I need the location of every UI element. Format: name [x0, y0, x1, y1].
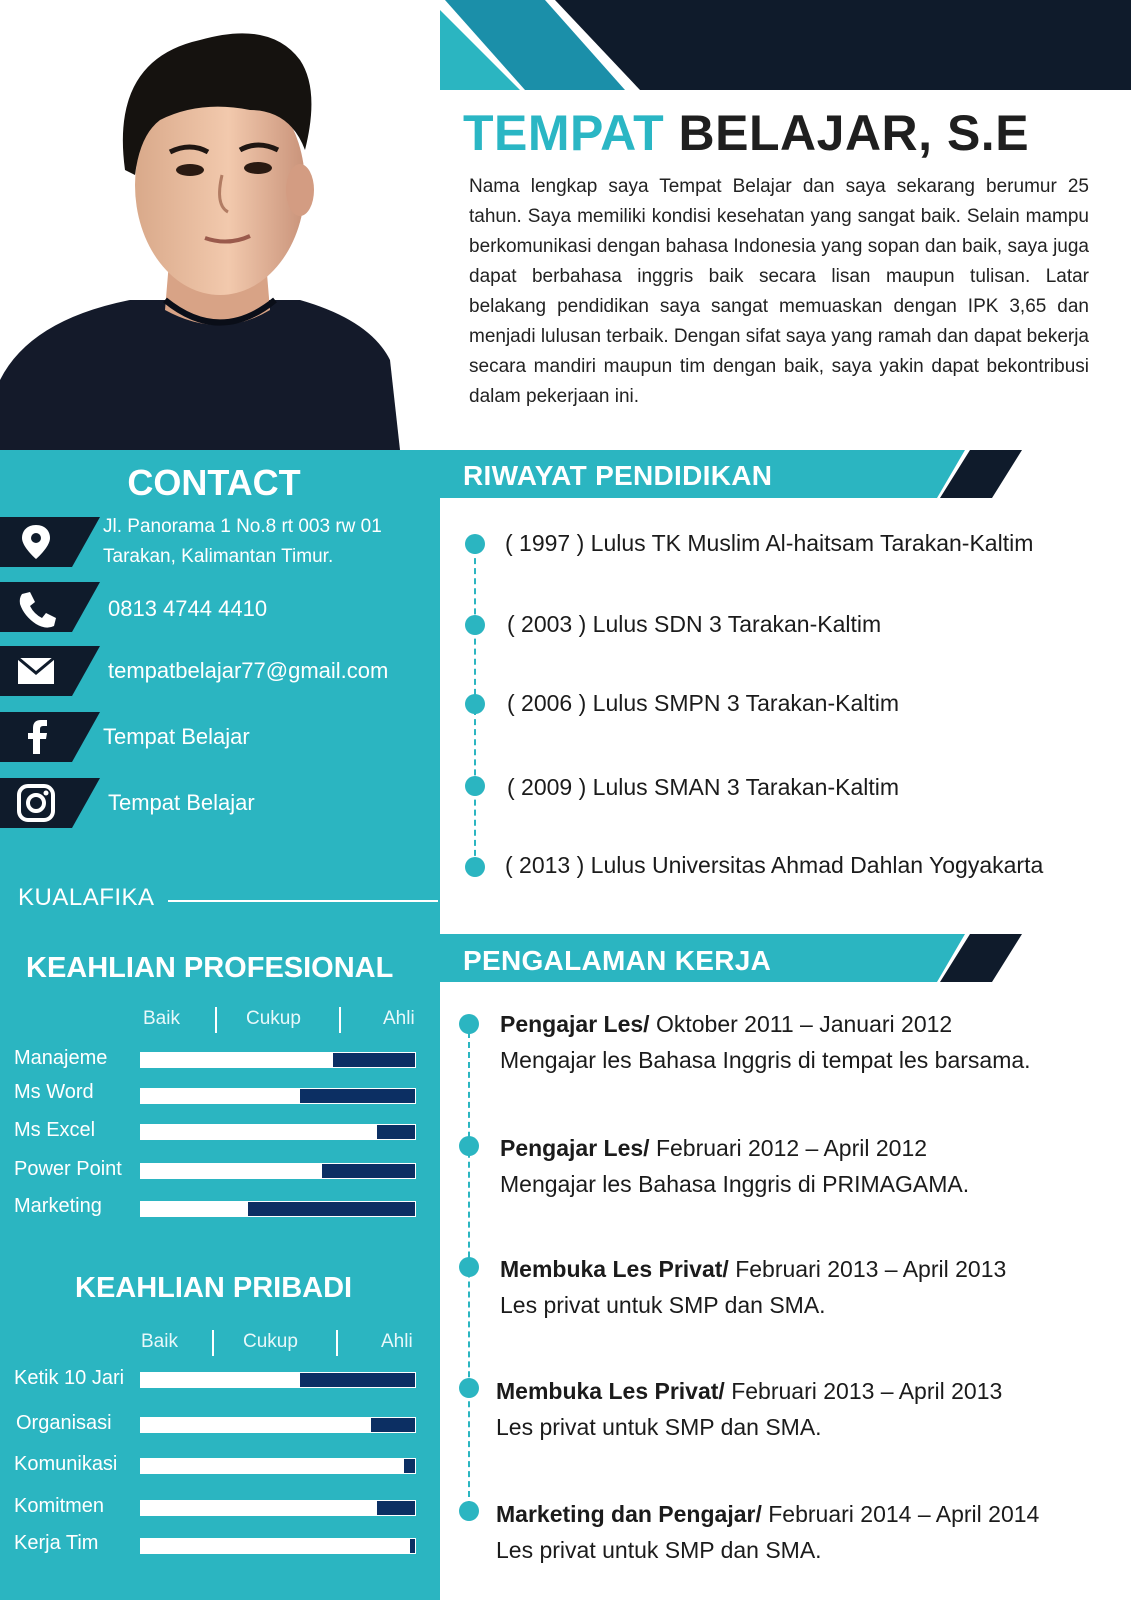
skill-bar-fill: [141, 1418, 371, 1432]
timeline-dot: [459, 1257, 479, 1277]
experience-period: Oktober 2011 – Januari 2012: [649, 1011, 953, 1037]
skill-label: Organisasi: [16, 1412, 112, 1434]
profile-photo: [0, 0, 440, 450]
experience-item: [500, 1251, 1006, 1323]
skill-label: Ms Word: [14, 1081, 94, 1103]
timeline-dot: [465, 534, 485, 554]
skill-bar: [140, 1500, 416, 1516]
qualification-divider: [168, 900, 438, 902]
experience-role: Membuka Les Privat/: [496, 1378, 725, 1404]
timeline-dot: [459, 1014, 479, 1034]
education-item: ( 2003 ) Lulus SDN 3 Tarakan-Kaltim: [507, 611, 882, 637]
skill-bar: [140, 1163, 416, 1179]
timeline-dot: [465, 857, 485, 877]
instagram-name[interactable]: Tempat Belajar: [108, 790, 255, 815]
experience-period: Februari 2014 – April 2014: [761, 1501, 1040, 1527]
skill-bar: [140, 1458, 416, 1474]
skill-bar: [140, 1417, 416, 1433]
skill-label: Manajeme: [14, 1047, 108, 1069]
skill-bar: [140, 1124, 416, 1140]
skill-bar-fill: [141, 1459, 404, 1473]
experience-title: PENGALAMAN KERJA: [463, 945, 772, 976]
experience-desc: Les privat untuk SMP dan SMA.: [496, 1537, 822, 1563]
pro-skills-title: KEAHLIAN PROFESIONAL: [26, 952, 394, 984]
skill-bar: [140, 1372, 416, 1388]
scale-divider: [339, 1007, 341, 1033]
skill-bar-fill: [141, 1373, 300, 1387]
scale-baik: Baik: [141, 1331, 178, 1352]
skill-bar-fill: [141, 1125, 377, 1139]
skill-label: Ketik 10 Jari: [14, 1367, 125, 1389]
phone-tab: [0, 582, 100, 632]
skill-bar-fill: [141, 1053, 333, 1067]
timeline-dot: [459, 1136, 479, 1156]
skill-label: Marketing: [14, 1195, 102, 1217]
address-line-2: Tarakan, Kalimantan Timur.: [103, 546, 334, 567]
profile-summary: Nama lengkap saya Tempat Belajar dan saya sekarang berumur 25 tahun. Saya memiliki kondisi kesehatan yang sangat baik. Selain mampu berkomunikasi dengan bahasa Indonesia yang sopan dan baik, saya juga dapat berbahasa inggris baik secara lisan maupun tulisan. Latar belakang pendidikan saya sangat memuaskan dengan IPK 3,65 dan menjadi lulusan terbaik. Dengan sifat saya yang ramah dan dapat bekerja secara mandiri maupun tim dengan baik, saya yakin dapat bekontribusi dalam pekerjaan ini.: [469, 176, 1089, 407]
education-item: ( 1997 ) Lulus TK Muslim Al-haitsam Tarakan-Kaltim: [505, 530, 1034, 556]
experience-period: Februari 2013 – April 2013: [724, 1378, 1003, 1404]
address: [103, 512, 382, 572]
experience-desc: Les privat untuk SMP dan SMA.: [496, 1414, 822, 1440]
skill-bar-fill: [141, 1164, 322, 1178]
experience-period: Februari 2013 – April 2013: [728, 1256, 1007, 1282]
skill-bar-fill: [141, 1501, 377, 1515]
deco-block-dark: [555, 0, 1131, 90]
skill-label: Komunikasi: [14, 1453, 118, 1475]
education-item: ( 2009 ) Lulus SMAN 3 Tarakan-Kaltim: [507, 774, 900, 800]
skill-label: Power Point: [14, 1158, 122, 1180]
skill-bar: [140, 1052, 416, 1068]
experience-desc: Mengajar les Bahasa Inggris di tempat les barsama.: [500, 1047, 1031, 1073]
experience-role: Pengajar Les/: [500, 1011, 650, 1037]
timeline-dot: [465, 615, 485, 635]
experience-desc: Mengajar les Bahasa Inggris di PRIMAGAMA.: [500, 1171, 970, 1197]
scale-divider: [215, 1007, 217, 1033]
scale-ahli: Ahli: [383, 1008, 415, 1029]
mail-tab: [0, 646, 100, 696]
name-last: BELAJAR, S.E: [678, 105, 1030, 161]
timeline-dot: [459, 1501, 479, 1521]
experience-item: [496, 1496, 1039, 1568]
education-item: ( 2006 ) Lulus SMPN 3 Tarakan-Kaltim: [507, 690, 900, 716]
experience-item: [500, 1130, 969, 1202]
education-title: RIWAYAT PENDIDIKAN: [463, 460, 773, 491]
scale-cukup: Cukup: [246, 1008, 301, 1029]
timeline-dot: [465, 776, 485, 796]
education-item: ( 2013 ) Lulus Universitas Ahmad Dahlan Yogyakarta: [505, 852, 1044, 878]
skill-bar-fill: [141, 1089, 300, 1103]
skill-bar: [140, 1538, 416, 1554]
scale-divider: [212, 1330, 214, 1356]
experience-role: Marketing dan Pengajar/: [496, 1501, 762, 1527]
page-title: [463, 104, 1029, 162]
scale-cukup: Cukup: [243, 1331, 298, 1352]
facebook-tab: [0, 712, 100, 762]
skill-label: Ms Excel: [14, 1119, 96, 1141]
timeline-dot: [459, 1378, 479, 1398]
address-line-1: Jl. Panorama 1 No.8 rt 003 rw 01: [103, 516, 382, 537]
facebook-name[interactable]: Tempat Belajar: [103, 724, 250, 749]
scale-ahli: Ahli: [381, 1331, 413, 1352]
mail-icon: [18, 658, 54, 684]
timeline-dot: [465, 694, 485, 714]
location-tab: [0, 517, 100, 567]
experience-desc: Les privat untuk SMP dan SMA.: [500, 1292, 826, 1318]
name-first: TEMPAT: [463, 105, 665, 161]
skill-label: Kerja Tim: [14, 1532, 99, 1554]
qualification-label: KUALAFIKA: [18, 884, 155, 911]
email-address[interactable]: tempatbelajar77@gmail.com: [108, 658, 389, 683]
scale-baik: Baik: [143, 1008, 180, 1029]
experience-role: Pengajar Les/: [500, 1135, 650, 1161]
experience-period: Februari 2012 – April 2012: [649, 1135, 928, 1161]
phone-number[interactable]: 0813 4744 4410: [108, 596, 268, 621]
contact-title: CONTACT: [127, 462, 301, 503]
personal-skills-title: KEAHLIAN PRIBADI: [75, 1272, 353, 1304]
skill-bar: [140, 1201, 416, 1217]
instagram-tab: [0, 778, 100, 828]
experience-item: [500, 1006, 1031, 1078]
skill-bar-fill: [141, 1202, 248, 1216]
skill-bar: [140, 1088, 416, 1104]
skill-bar-fill: [141, 1539, 410, 1553]
experience-role: Membuka Les Privat/: [500, 1256, 729, 1282]
scale-divider: [336, 1330, 338, 1356]
skill-label: Komitmen: [14, 1495, 105, 1517]
experience-item: [496, 1373, 1002, 1445]
